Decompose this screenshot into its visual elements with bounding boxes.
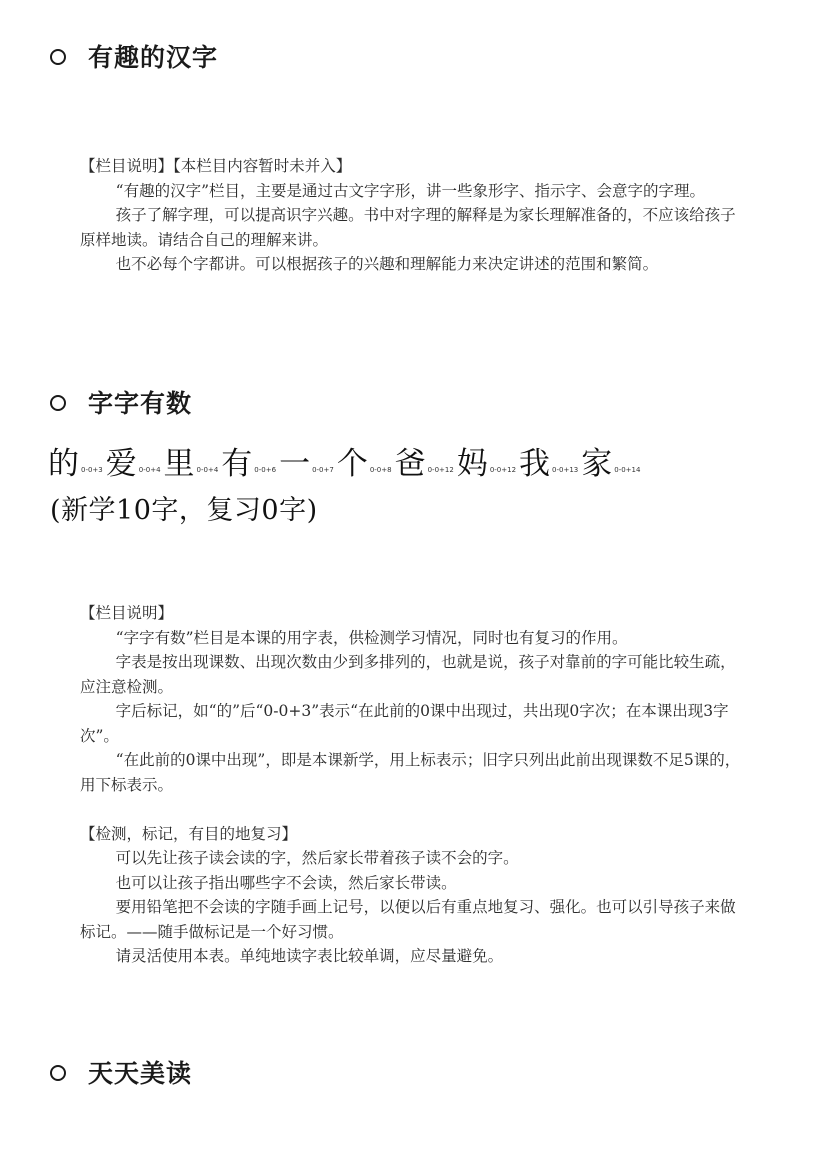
section-heading-character-count [50, 384, 192, 420]
circle-bullet-icon [50, 1065, 66, 1081]
character-mark: 0-0+3 [81, 466, 103, 474]
note-header: 【检测，标记，有目的地复习】 [80, 824, 298, 843]
character-mark: 0-0+7 [312, 466, 334, 474]
character-mark: 0-0+6 [254, 466, 277, 474]
circle-bullet-icon [50, 49, 66, 65]
circle-bullet-icon [50, 395, 66, 411]
character: 家 [581, 446, 613, 482]
note-paragraph: 孩子了解字理，可以提高识字兴趣。书中对字理的解释是为家长理解准备的，不应该给孩子原样地读。请结合自己的理解来讲。 [80, 206, 736, 249]
character-mark: 0-0+12 [427, 466, 454, 474]
note-paragraph: 请灵活使用本表。单纯地读字表比较单调，应尽量避免。 [115, 947, 504, 965]
character: 爸 [394, 446, 426, 482]
section-title: 有趣的汉字 [88, 43, 219, 72]
note-paragraph: “在此前的0课中出现”，即是本课新学，用上标表示；旧字只列出此前出现课数不足5课的，用下标表示。 [80, 751, 741, 794]
character: 有 [221, 446, 253, 482]
character: 我 [519, 446, 551, 482]
character-mark: 0-0+14 [614, 466, 641, 474]
character: 一 [279, 446, 311, 482]
note-header: 【栏目说明】 [80, 604, 174, 622]
note-paragraph: 也不必每个字都讲。可以根据孩子的兴趣和理解能力来决定讲述的范围和繁简。 [115, 255, 659, 273]
section-title: 字字有数 [88, 389, 193, 418]
character-mark: 0-0+13 [552, 466, 579, 474]
character: 里 [163, 446, 195, 482]
character: 个 [336, 446, 368, 482]
column-note-1 [80, 154, 750, 277]
new-review-summary: (新学10字，复习0字) [50, 495, 318, 526]
character: 妈 [456, 446, 488, 482]
character-mark: 0-0+4 [138, 466, 161, 474]
section-heading-fun-characters [50, 38, 218, 74]
character-list [48, 446, 643, 482]
character: 的 [48, 446, 79, 482]
note-paragraph: 字表是按出现课数、出现次数由少到多排列的，也就是说，孩子对靠前的字可能比较生疏，应注意检测。 [80, 653, 736, 696]
note-header: 【栏目说明】【本栏目内容暂时未并入】 [80, 157, 352, 175]
note-paragraph: “有趣的汉字”栏目，主要是通过古文字字形，讲一些象形字、指示字、会意字的字理。 [115, 181, 705, 200]
column-note-2 [80, 601, 750, 969]
section-heading-daily-reading [50, 1054, 192, 1090]
note-paragraph: 要用铅笔把不会读的字随手画上记号，以便以后有重点地复习、强化。也可以引导孩子来做标记。——随手做标记是一个好习惯。 [80, 898, 736, 941]
section-title: 天天美读 [88, 1059, 193, 1088]
note-paragraph: “字字有数”栏目是本课的用字表，供检测学习情况，同时也有复习的作用。 [115, 628, 628, 647]
character-mark: 0-0+4 [196, 466, 219, 474]
note-paragraph: 也可以让孩子指出哪些字不会读，然后家长带读。 [115, 873, 457, 892]
character: 爱 [105, 446, 137, 482]
character-mark: 0-0+8 [369, 466, 392, 474]
note-paragraph: 字后标记，如“的”后“0-0+3”表示“在此前的0课中出现过，共出现0字次；在本课出现3字次”。 [80, 702, 729, 745]
note-paragraph: 可以先让孩子读会读的字，然后家长带着孩子读不会的字。 [115, 849, 519, 867]
character-mark: 0-0+12 [489, 466, 517, 474]
